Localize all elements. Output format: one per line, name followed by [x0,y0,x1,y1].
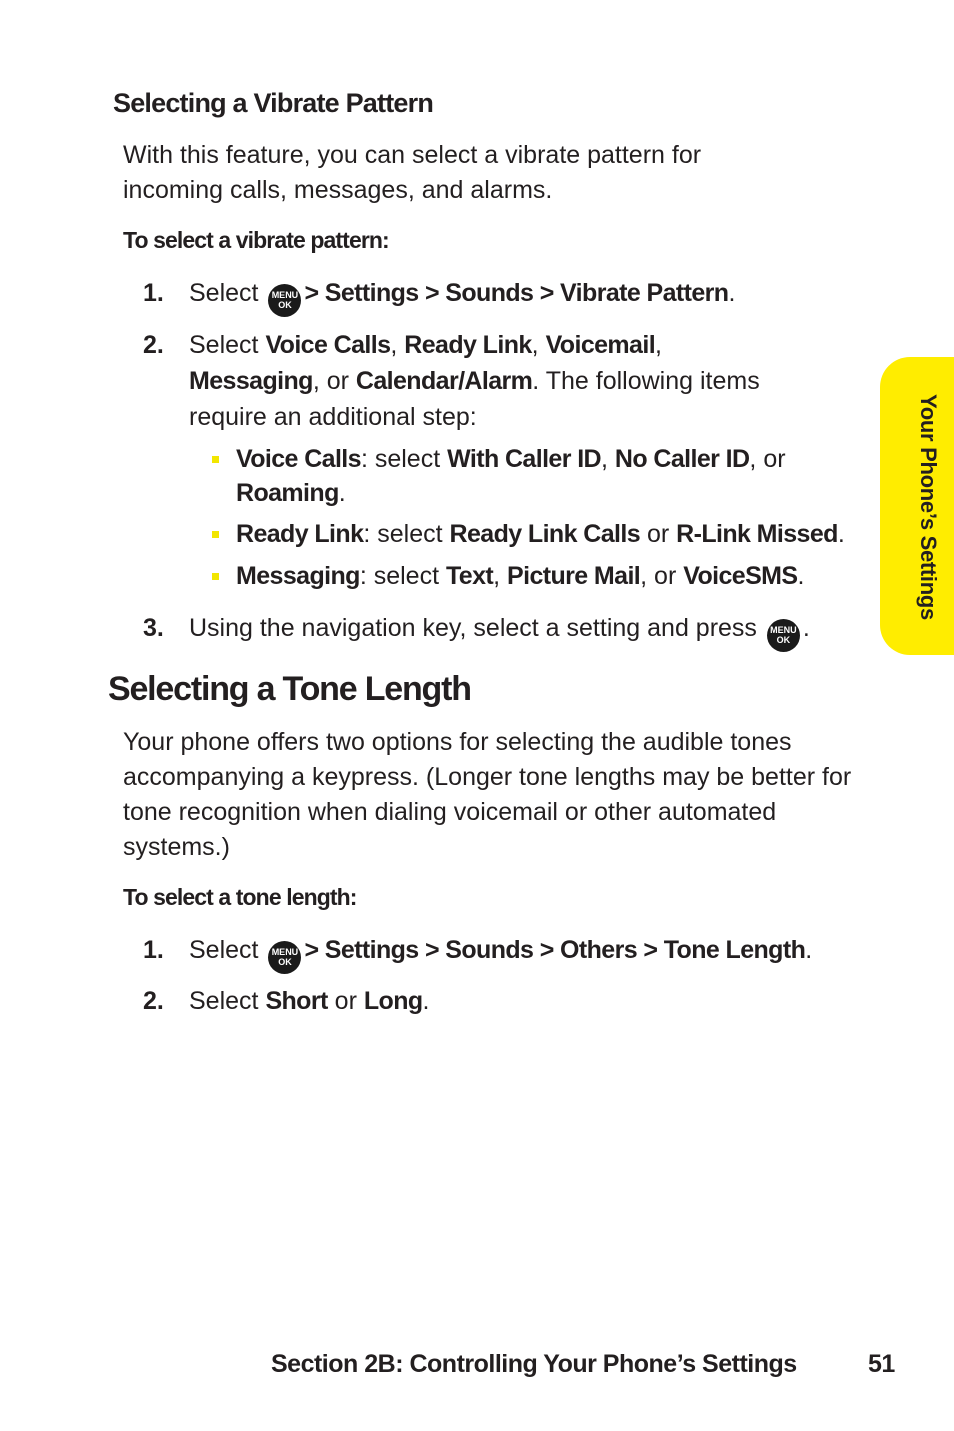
menu-ok-icon: MENU OK [268,284,301,317]
footer-section-title: Section 2B: Controlling Your Phone’s Settings [271,1350,797,1378]
menu-ok-icon: MENU OK [268,941,301,974]
tone-lead: To select a tone length: [123,884,357,910]
bullet-marker [212,456,219,463]
menu-ok-icon: MENU OK [767,619,800,652]
step-number: 2. [143,331,164,359]
bullet-voice-calls: Voice Calls: select With Caller ID, No Caller ID, or Roaming. [212,442,832,510]
vibrate-step-2: 2. Select Voice Calls, Ready Link, Voicemail, Messaging, or Calendar/Alarm. The following items require an additional step: [143,327,783,435]
step-number: 2. [143,987,164,1015]
tone-heading: Selecting a Tone Length [108,670,471,708]
page-number: 51 [868,1350,895,1378]
bullet-marker [212,531,219,538]
menu-path: > Settings > Sounds > Vibrate Pattern [304,279,729,307]
menu-path: > Settings > Sounds > Others > Tone Length [304,936,806,964]
bullet-messaging: Messaging: select Text, Picture Mail, or VoiceSMS. [212,559,852,593]
step-number: 1. [143,279,164,307]
vibrate-heading: Selecting a Vibrate Pattern [113,88,434,118]
side-tab-label: Your Phone’s Settings [916,394,941,620]
side-section-tab [880,357,954,655]
vibrate-lead: To select a vibrate pattern: [123,227,389,253]
step-number: 1. [143,936,164,964]
vibrate-intro: With this feature, you can select a vibrate pattern for incoming calls, messages, and alarms. [123,141,702,204]
bullet-ready-link: Ready Link: select Ready Link Calls or R-Link Missed. [212,517,852,551]
step-number: 3. [143,614,164,642]
tone-intro: Your phone offers two options for selecting the audible tones accompanying a keypress. (Longer tone lengths may be better for tone recognition when dialing voicemail or other automated systems.) [123,728,852,861]
bullet-marker [212,573,219,580]
